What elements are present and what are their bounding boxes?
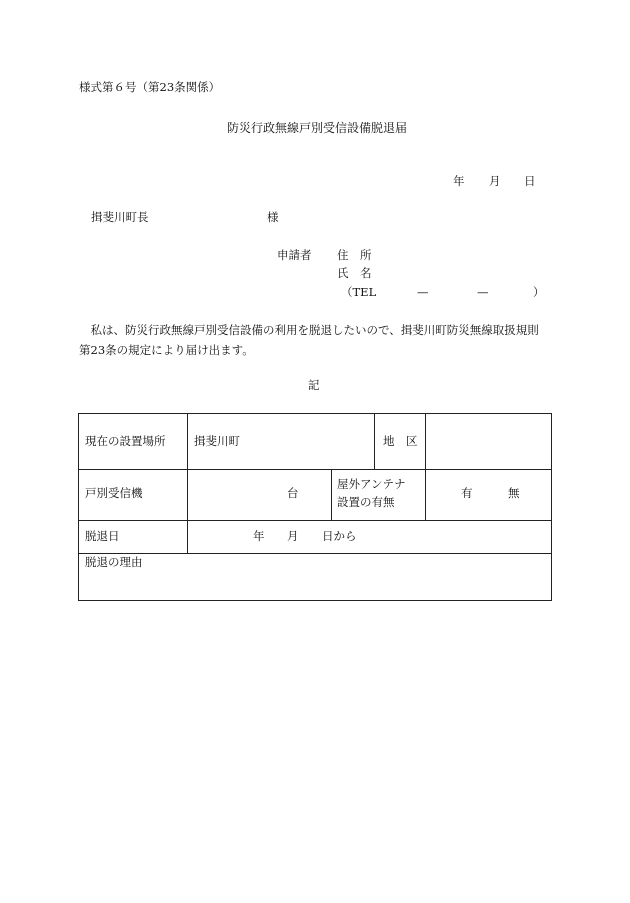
- declaration-line-1: 私は、防災行政無線戸別受信設備の利用を脱退したいので、揖斐川町防災無線取扱規則: [79, 323, 539, 337]
- detail-table: [78, 413, 552, 601]
- date-year-label: 年: [453, 174, 465, 188]
- document-title: 防災行政無線戸別受信設備脱退届: [227, 121, 408, 135]
- addressee-name: 揖斐川町長: [91, 210, 149, 224]
- withdrawal-date-day-from: 日から: [322, 529, 357, 543]
- declaration-text: [79, 320, 559, 360]
- table-border-left: [78, 413, 79, 601]
- declaration-line-2: 第23条の規定により届け出ます。: [79, 343, 254, 357]
- table-column-divider: [331, 469, 332, 520]
- date-month-label: 月: [489, 174, 501, 188]
- tel-separator: —: [477, 285, 489, 299]
- applicant-address-label: 住 所: [337, 248, 372, 262]
- receiver-unit: 台: [287, 486, 299, 500]
- antenna-label-line-1: 屋外アンテナ: [337, 477, 406, 491]
- table-row-divider: [78, 553, 552, 554]
- addressee-honorific: 様: [267, 210, 279, 224]
- installation-location-value[interactable]: 揖斐川町: [194, 434, 240, 448]
- table-column-divider: [425, 413, 426, 520]
- receiver-label: 戸別受信機: [85, 486, 143, 500]
- table-border-top: [78, 413, 552, 414]
- table-border-right: [551, 413, 552, 601]
- withdrawal-date-label: 脱退日: [85, 529, 120, 543]
- antenna-no-option[interactable]: 無: [508, 486, 520, 500]
- table-row-divider: [78, 520, 552, 521]
- antenna-yes-option[interactable]: 有: [461, 486, 473, 500]
- installation-location-label: 現在の設置場所: [85, 434, 166, 448]
- tel-close-paren: ）: [533, 285, 545, 299]
- applicant-name-label: 氏 名: [337, 266, 372, 280]
- table-column-divider: [374, 413, 375, 469]
- form-number: 様式第６号（第23条関係）: [79, 80, 221, 94]
- table-row-divider: [78, 469, 552, 470]
- applicant-tel-label: （TEL: [341, 285, 377, 299]
- withdrawal-reason-label: 脱退の理由: [85, 555, 143, 569]
- withdrawal-date-year: 年: [253, 529, 265, 543]
- date-day-label: 日: [524, 174, 536, 188]
- table-column-divider: [187, 413, 188, 553]
- table-border-bottom: [78, 600, 552, 601]
- note-heading: 記: [308, 378, 320, 392]
- tel-separator: —: [417, 285, 429, 299]
- withdrawal-date-month: 月: [287, 529, 299, 543]
- applicant-label: 申請者: [277, 248, 312, 262]
- district-label: 地 区: [383, 434, 418, 448]
- antenna-label-line-2: 設置の有無: [337, 495, 395, 509]
